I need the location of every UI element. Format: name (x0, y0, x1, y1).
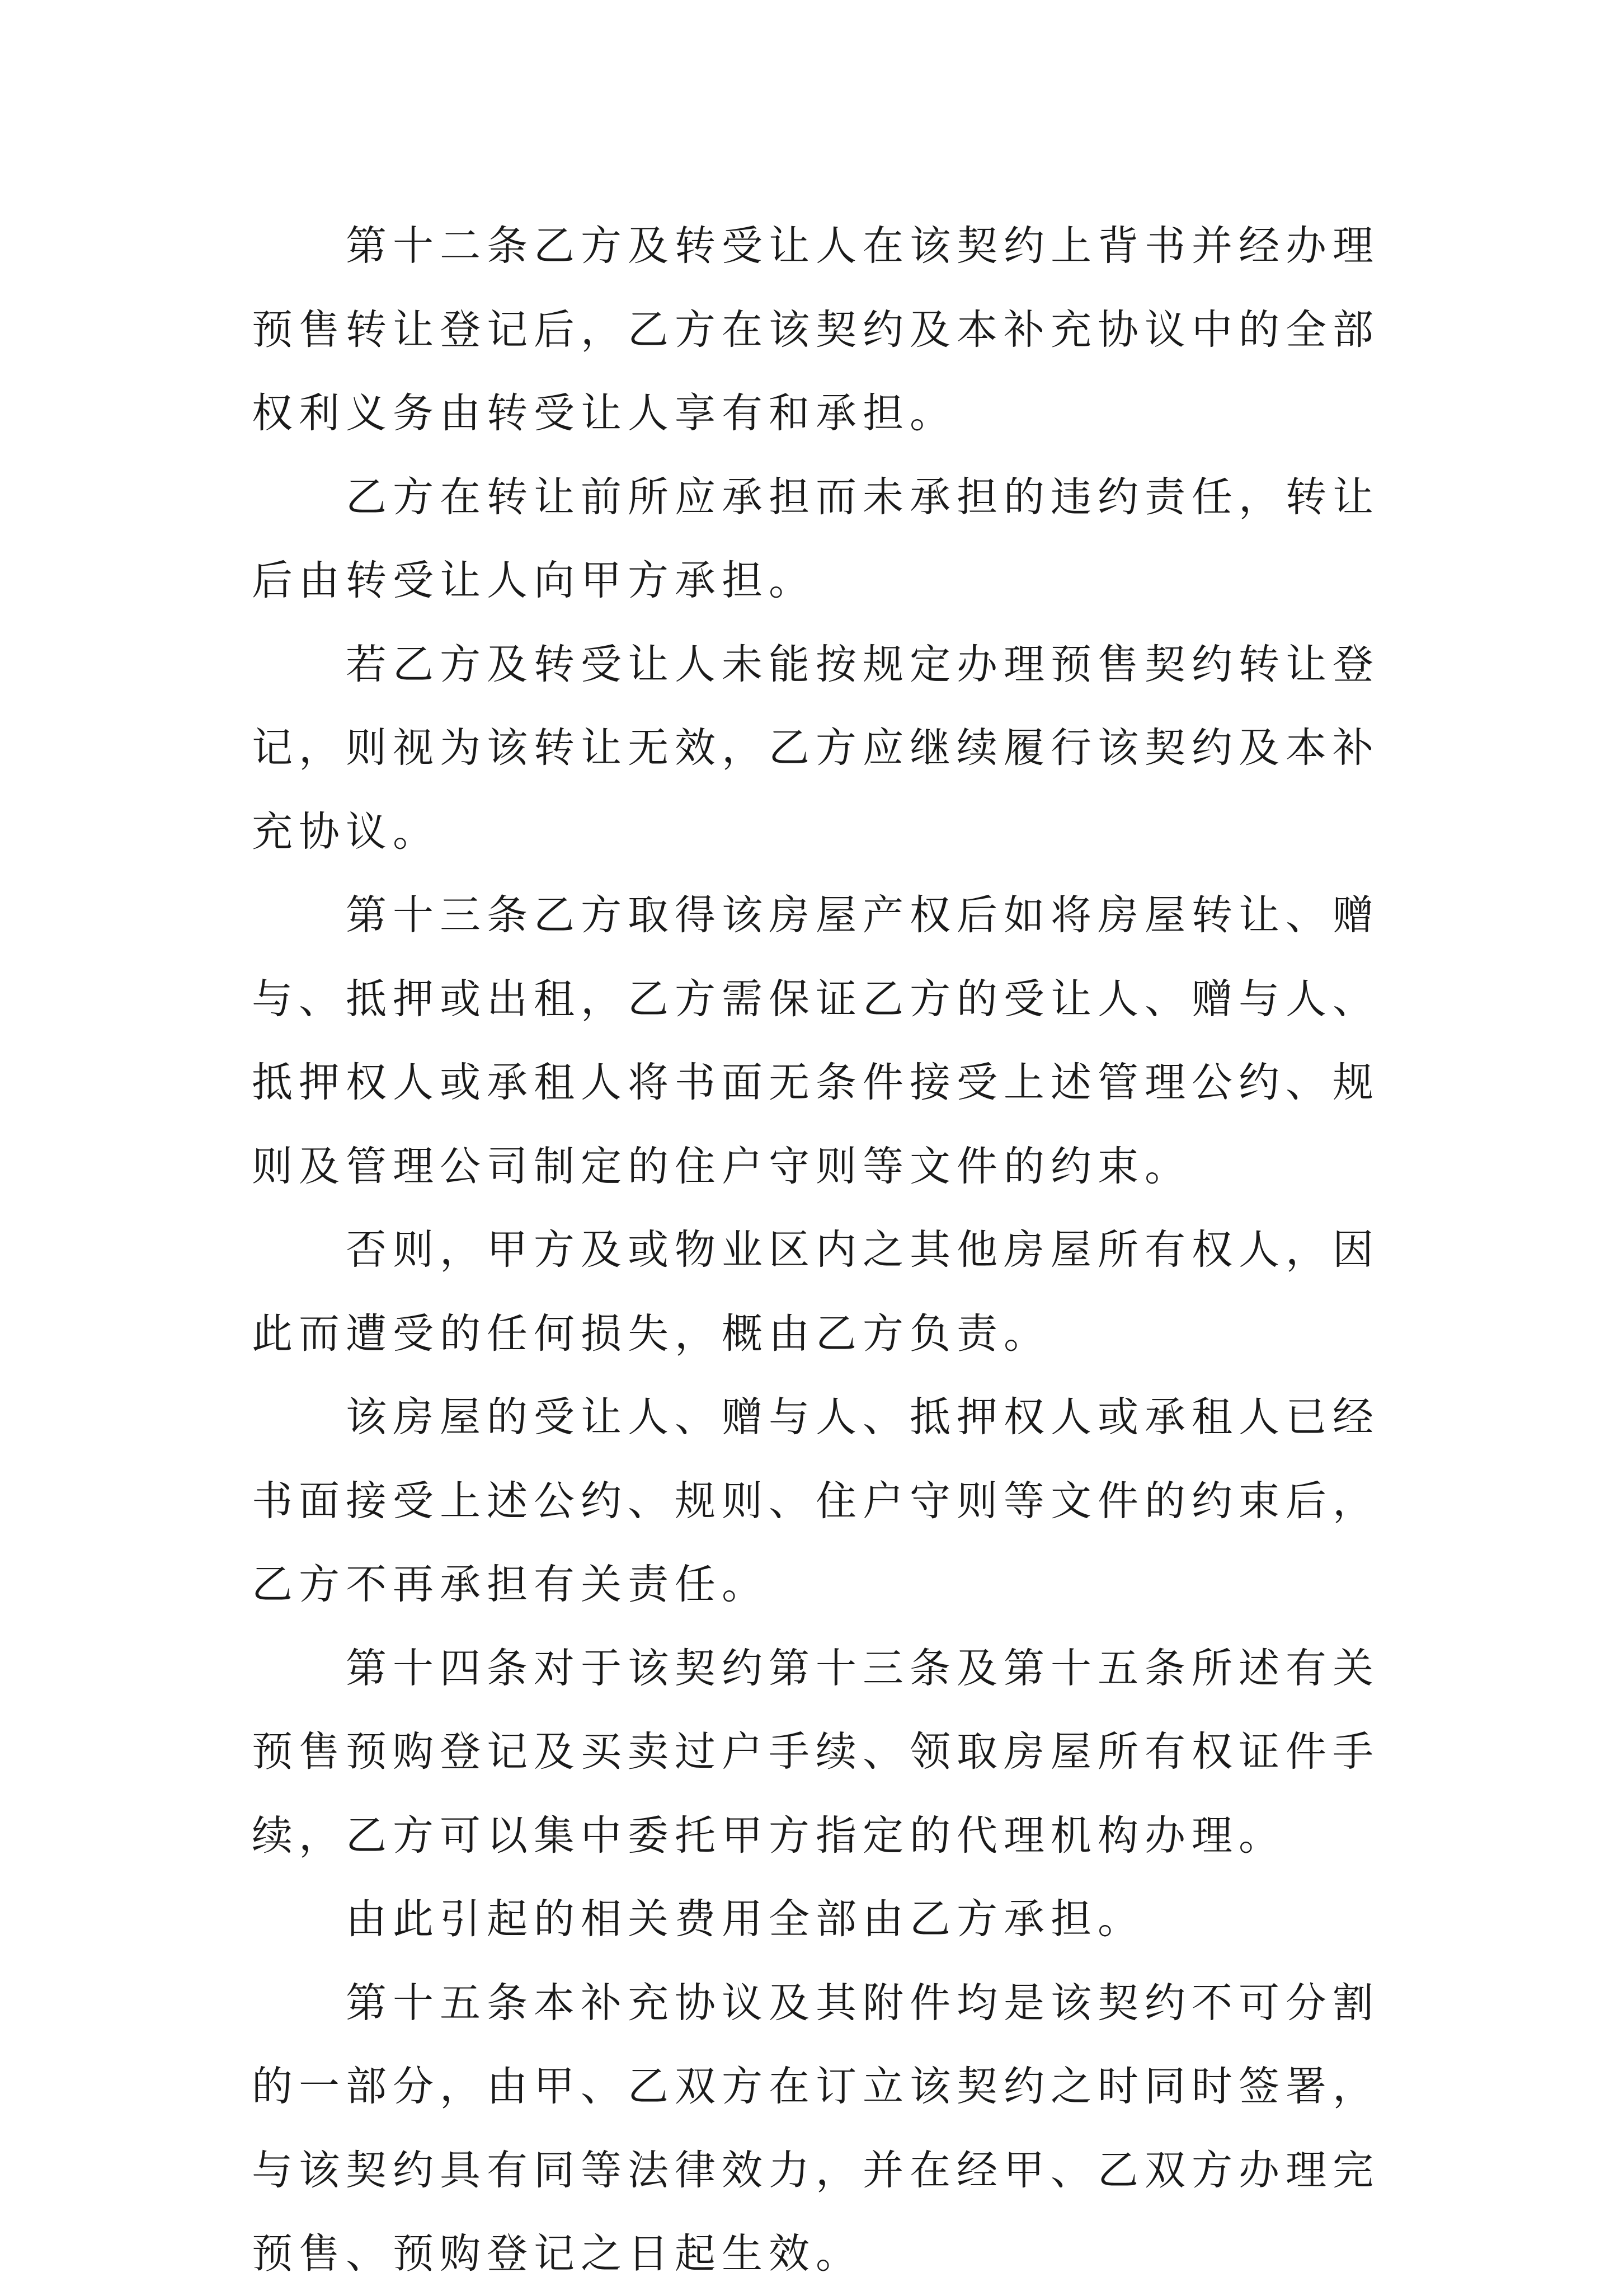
paragraph-fees: 由此引起的相关费用全部由乙方承担。 (346, 1895, 1145, 1943)
paragraph-article-13: 第十三条乙方取得该房屋产权后如将房屋转让、赠与、抵押或出租，乙方需保证乙方的受让人、赠与人、抵押权人或承租人将书面无条件接受上述管理公约、规则及管理公司制定的住户守则等文件的约束。 (252, 891, 1380, 1190)
document-body (252, 204, 1399, 2296)
paragraph-release-responsibility: 该房屋的受让人、赠与人、抵押权人或承租人已经书面接受上述公约、规则、住户守则等文件的约束后，乙方不再承担有关责任。 (252, 1393, 1380, 1608)
paragraph-transfer-liability: 乙方在转让前所应承担而未承担的违约责任，转让后由转受让人向甲方承担。 (252, 473, 1380, 604)
paragraph-article-14: 第十四条对于该契约第十三条及第十五条所述有关预售预购登记及买卖过户手续、领取房屋所有权证件手续，乙方可以集中委托甲方指定的代理机构办理。 (252, 1644, 1380, 1860)
paragraph-article-12: 第十二条乙方及转受让人在该契约上背书并经办理预售转让登记后，乙方在该契约及本补充协议中的全部权利义务由转受让人享有和承担。 (252, 222, 1380, 437)
paragraph-transfer-invalid: 若乙方及转受让人未能按规定办理预售契约转让登记，则视为该转让无效，乙方应继续履行该契约及本补充协议。 (252, 640, 1380, 856)
paragraph-loss-responsibility: 否则，甲方及或物业区内之其他房屋所有权人，因此而遭受的任何损失，概由乙方负责。 (252, 1226, 1380, 1358)
paragraph-article-15: 第十五条本补充协议及其附件均是该契约不可分割的一部分，由甲、乙双方在订立该契约之时同时签署，与该契约具有同等法律效力，并在经甲、乙双方办理完预售、预购登记之日起生效。 (252, 1979, 1380, 2278)
